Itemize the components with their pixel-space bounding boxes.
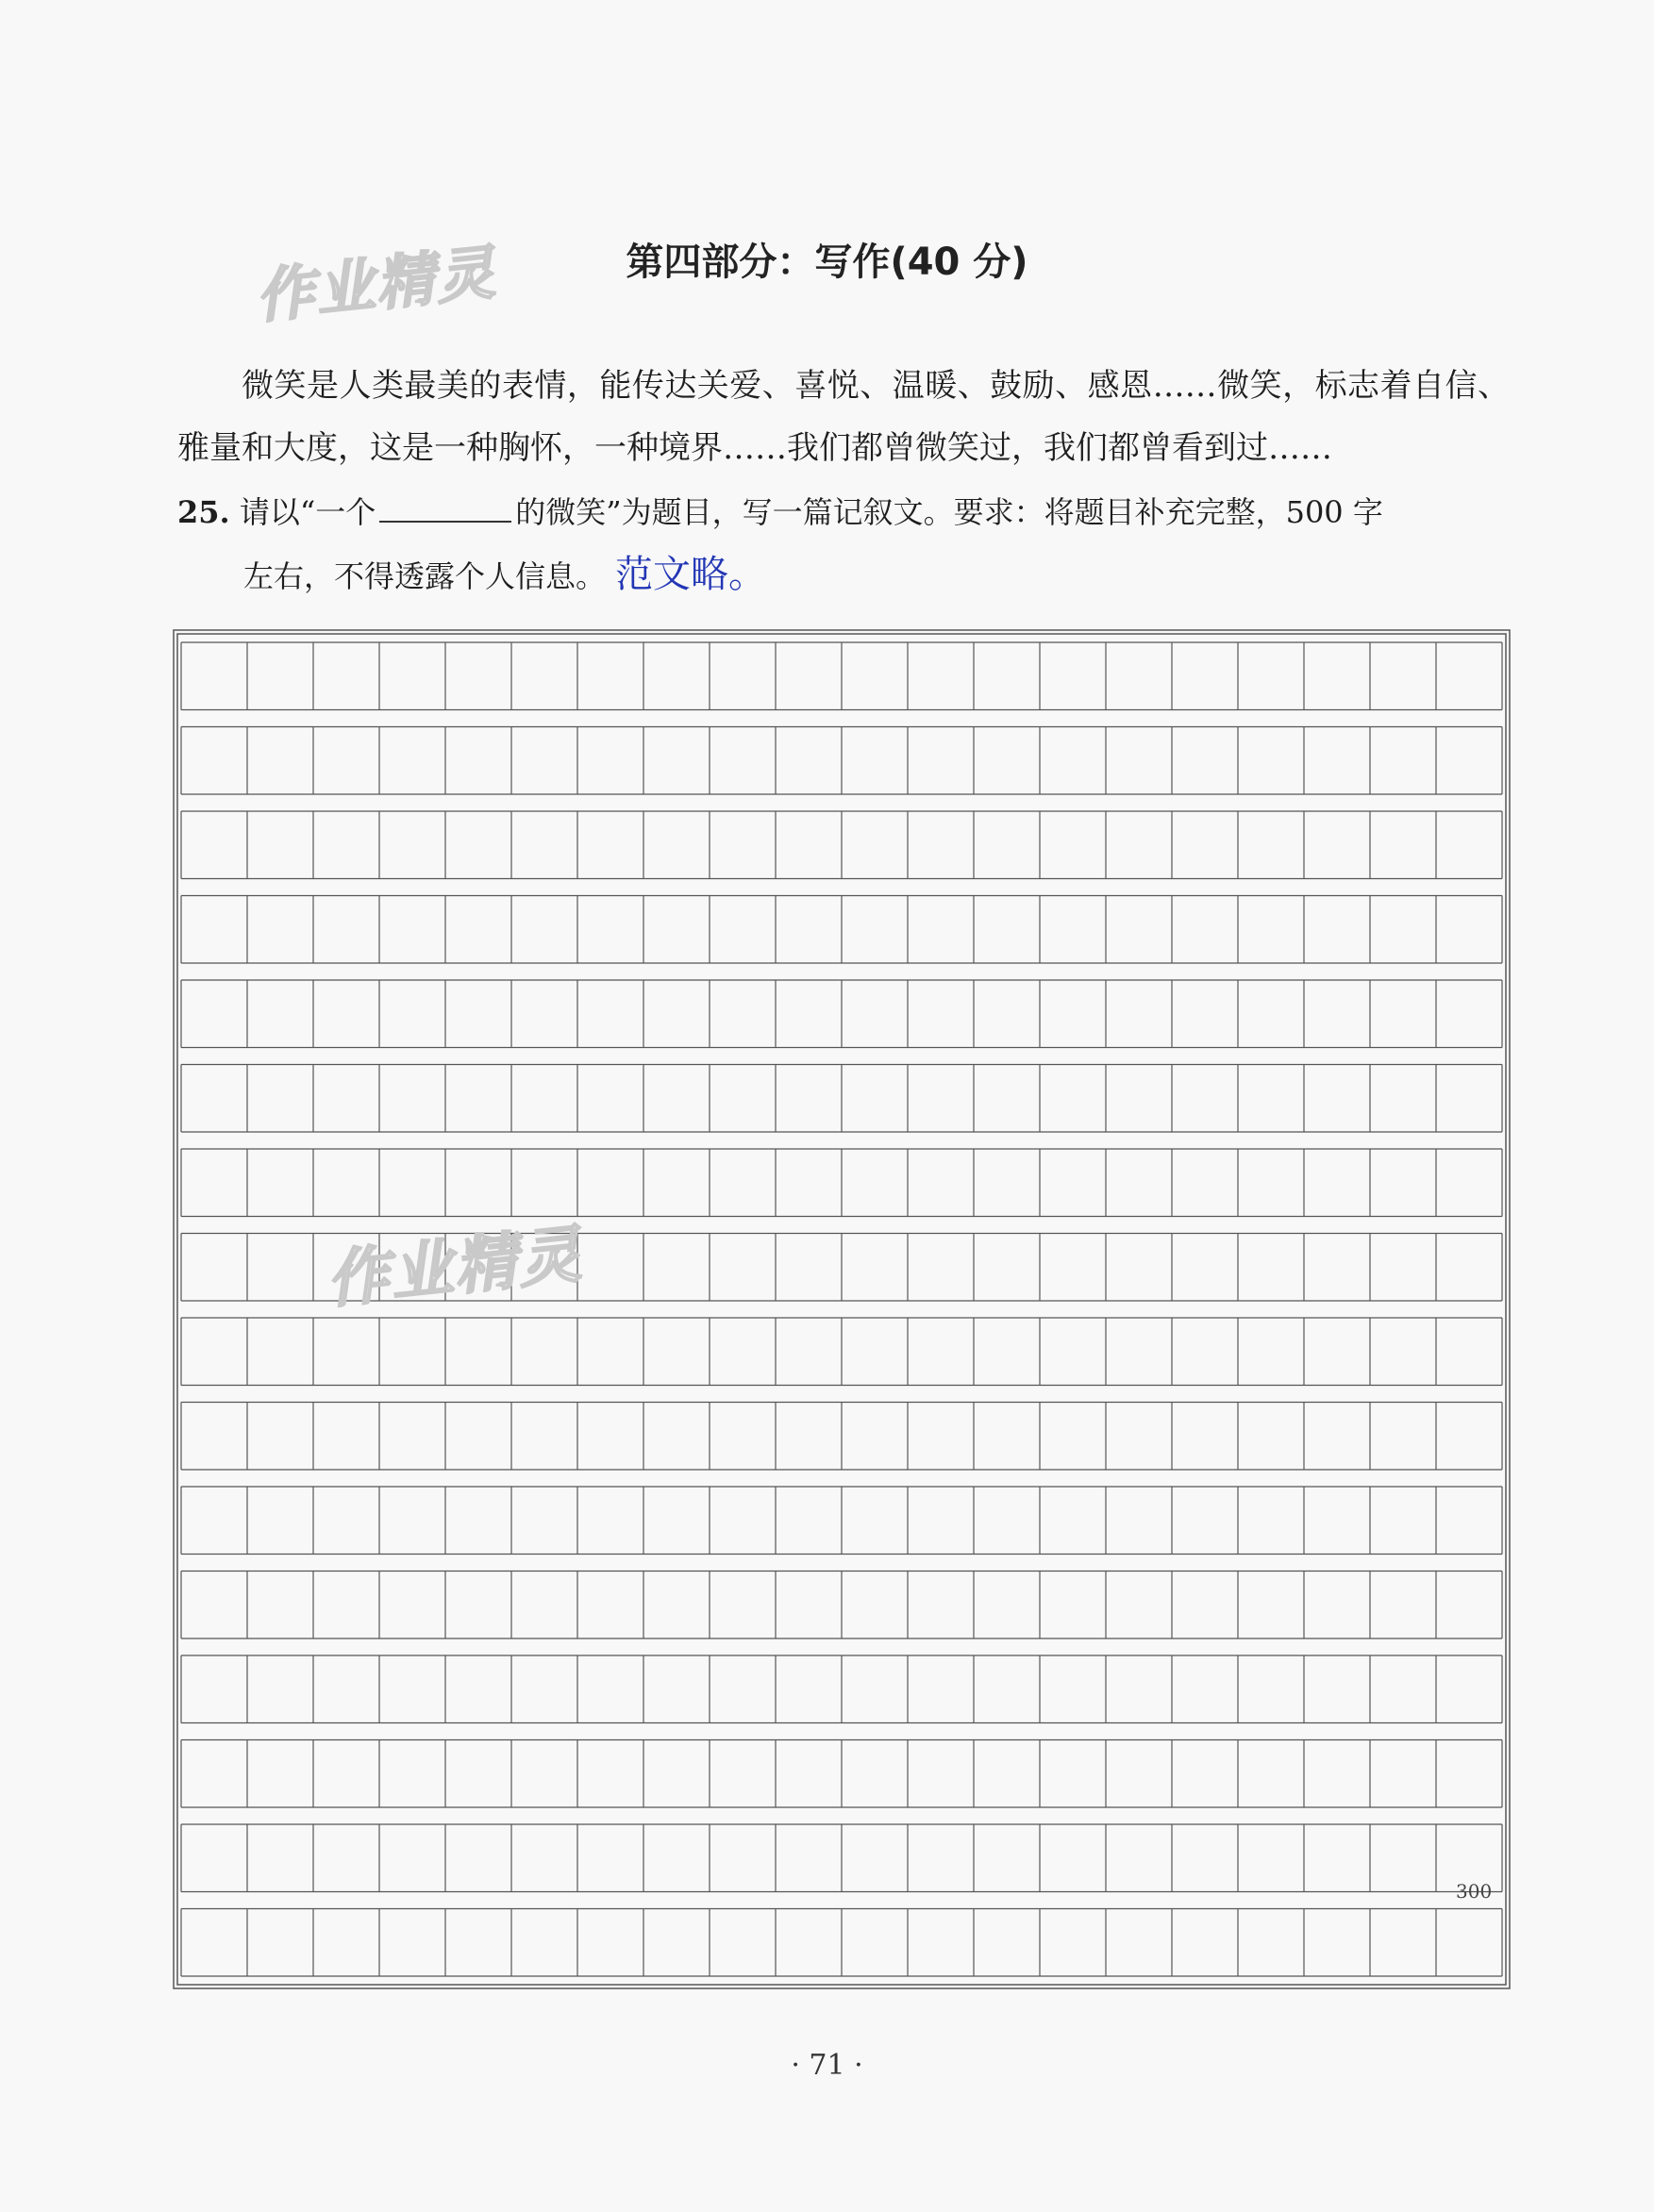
watermark-logo-center: 作业精灵: [323, 1217, 586, 1317]
page-number: · 71 ·: [791, 2049, 863, 2082]
watermark-logo: 作业精灵: [252, 237, 500, 332]
section-title: 第四部分：写作(40 分): [626, 241, 1028, 284]
answer-text: 范文略。: [615, 553, 767, 596]
question-prompt-part2: 的微笑”为题目，写一篇记叙文。要求：将题目补充完整，500 字: [515, 494, 1383, 530]
question-number: 25.: [177, 494, 230, 530]
word-count-marker: 300: [1456, 1880, 1493, 1903]
question-prompt-part1: 请以“一个: [239, 494, 376, 530]
intro-paragraph: 微笑是人类最美的表情，能传达关爱、喜悦、温暖、鼓励、感恩……微笑，标志着自信、雅量和大度，这是一种胸怀，一种境界……我们都曾微笑过，我们都曾看到过……: [177, 367, 1510, 467]
question-prompt-line2: 左右，不得透露个人信息。: [243, 558, 607, 594]
